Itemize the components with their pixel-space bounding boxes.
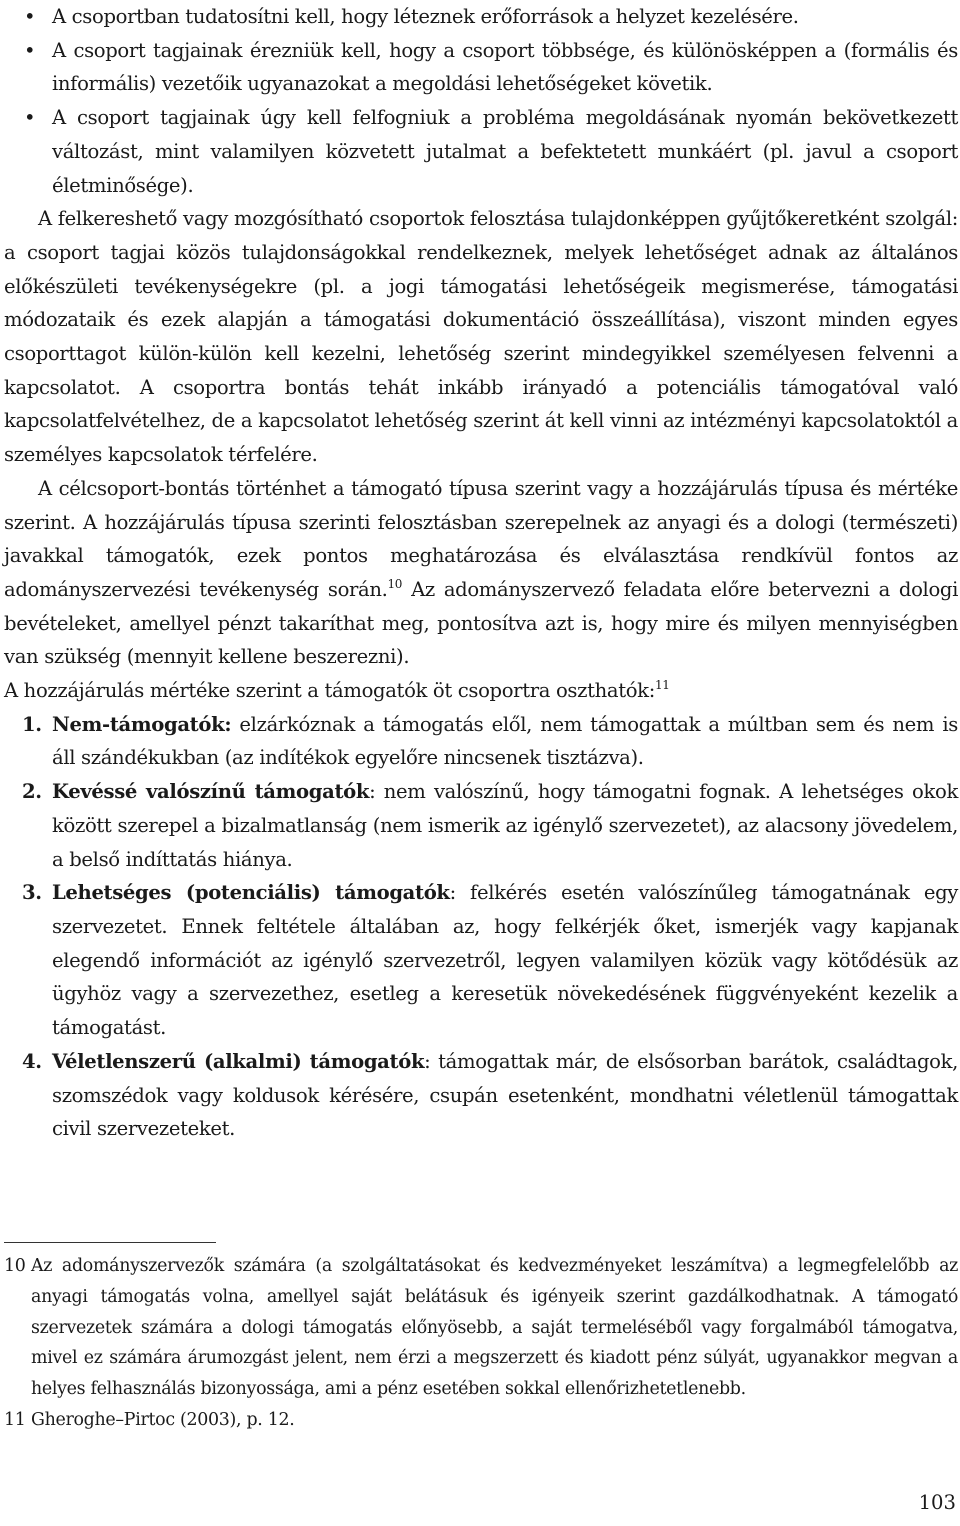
paragraph-target-groups: [4, 472, 958, 674]
footnote-number: 11: [4, 1409, 26, 1430]
bullet-item: [4, 34, 958, 101]
item-number: 1.: [22, 712, 42, 736]
item-number: 2.: [22, 780, 42, 804]
footnote: [4, 1405, 958, 1436]
paragraph-grouping: A felkereshető vagy mozgósítható csoportok felosztása tulajdonképpen gyűjtőkeretként szolgál: a csoport tagjai közös tulajdonságokkal rendelkeznek, melyek lehetőséget adnak az általános előkészületi tevékenységekre (pl. a jogi támogatási lehetőségeik megismerése, támogatási módozataik és ezek alapján a támogatási dokumentáció összeállítása), viszont minden egyes csoporttagot külön-külön kell kezelni, lehetőség szerint mindegyikkel személyesen felvenni a kapcsolatot. A csoportra bontás tehát inkább irányadó a potenciális támogatóval való kapcsolatfelvételhez, de a kapcsolatot lehetőség szerint át kell vinni az intézményi kapcsolatoktól a személyes kapcsolatok térfelére.: [4, 207, 958, 467]
item-term: Lehetséges (potenciális) támogatók: [52, 881, 450, 905]
paragraph-contribution-scale: [4, 674, 958, 708]
item-text: elzárkóznak a támogatás elől, nem támogattak a múltban sem és nem is áll szándékukban (az indítékok egyelőre nincsenek tisztázva).: [52, 712, 958, 770]
bullet-list: [4, 0, 958, 202]
item-term: Nem-támogatók:: [52, 712, 232, 736]
bullet-text: A csoport tagjainak úgy kell felfogniuk a probléma megoldásának nyomán bekövetkezett változást, mint valamilyen közvetett jutalmat a befektetett munkáért (pl. javul a csoport életminősége).: [52, 106, 958, 197]
list-item: [4, 708, 958, 775]
footnote-number: 10: [4, 1256, 26, 1276]
footnote-divider: [4, 1242, 216, 1243]
list-item: [4, 876, 958, 1045]
footnote-ref[interactable]: 11: [654, 678, 670, 693]
page-number: 103: [918, 1491, 956, 1514]
bullet-text: A csoport tagjainak érezniük kell, hogy a csoport többsége, és különösképpen a (formális és informális) vezetőik ugyanazokat a megoldási lehetőségeket követik.: [52, 38, 958, 96]
bullet-symbol: •: [24, 106, 36, 130]
footnote-text: Az adományszervezők számára (a szolgáltatásokat és kedvezményeket leszámítva) a legmegfelelőbb az anyagi támogatás volna, amellyel saját belátásuk és igényeik szerint gazdálkodhatnak. A támogató szervezetek számára a dologi támogatás előnyösebb, a saját termeléséből vagy forgalmából támogatva, mivel ez számára árumozgást jelent, nem érzi a megszerzett és kiadott pénz súlyát, ugyanakkor megvan a helyes felhasználás bizonyossága, ami a pénz esetében sokkal ellenőrizhetetlenebb.: [31, 1256, 958, 1400]
footnote: [4, 1251, 958, 1405]
bullet-symbol: •: [24, 38, 36, 62]
item-term: Véletlenszerű (alkalmi) támogatók: [52, 1049, 425, 1073]
bullet-item: [4, 101, 958, 202]
bullet-item: [4, 0, 958, 34]
paragraph-text: A célcsoport-bontás történhet a támogató típusa szerint vagy a hozzájárulás típusa és mértéke szerint. A hozzájárulás típusa szerinti felosztásban szerepelnek az anyagi és a dologi (természeti) javakkal támogatók, ezek pontos meghatározása és elválasztása rendkívül fontos az adományszervezési tevékenység során.: [4, 476, 958, 601]
bullet-symbol: •: [24, 5, 36, 28]
item-number: 4.: [22, 1049, 42, 1073]
item-number: 3.: [22, 881, 42, 905]
bullet-text: A csoportban tudatosítni kell, hogy léteznek erőforrások a helyzet kezelésére.: [52, 5, 799, 28]
page-body: [4, 0, 958, 1146]
item-term: Kevéssé valószínű támogatók: [52, 780, 370, 804]
list-item: [4, 775, 958, 876]
footnote-ref[interactable]: 10: [387, 576, 403, 591]
item-text: : felkérés esetén valószínűleg támogatnának egy szervezetet. Ennek feltétele általában az, hogy felkérjék őket, ismerjék vagy kapjanak elegendő információt az igénylő szervezetről, legyen valamilyen közük vagy kötődésük az ügyhöz vagy a szervezethez, esetleg a keresetük növekedésének függvényeként kezelik a támogatást.: [52, 881, 958, 1040]
main-text: [4, 0, 958, 1146]
footnotes: [4, 1251, 958, 1436]
item-text: : támogattak már, de elsősorban barátok, családtagok, szomszédok vagy koldusok kérésére, csupán esetenként, mondhatni véletlenül támogattak civil szervezeteket.: [52, 1049, 958, 1141]
paragraph-text: Az adományszervező feladata előre betervezni a dologi bevételeket, amellyel pénzt takaríthat meg, pontosítva azt is, hogy mire és milyen mennyiségben van szükség (mennyit kellene beszerezni).: [4, 577, 959, 669]
paragraph-text: A hozzájárulás mértéke szerint a támogatók öt csoportra oszthatók:: [4, 679, 655, 703]
supporter-types-list: [4, 708, 958, 1146]
item-text: : nem valószínű, hogy támogatni fognak. A lehetséges okok között szerepel a bizalmatlanság (nem ismerik az igénylő szervezetet), az alacsony jövedelem, a belső indíttatás hiánya.: [52, 780, 958, 871]
footnote-text: Gheroghe–Pirtoc (2003), p. 12.: [31, 1409, 295, 1430]
list-item: [4, 1045, 958, 1146]
